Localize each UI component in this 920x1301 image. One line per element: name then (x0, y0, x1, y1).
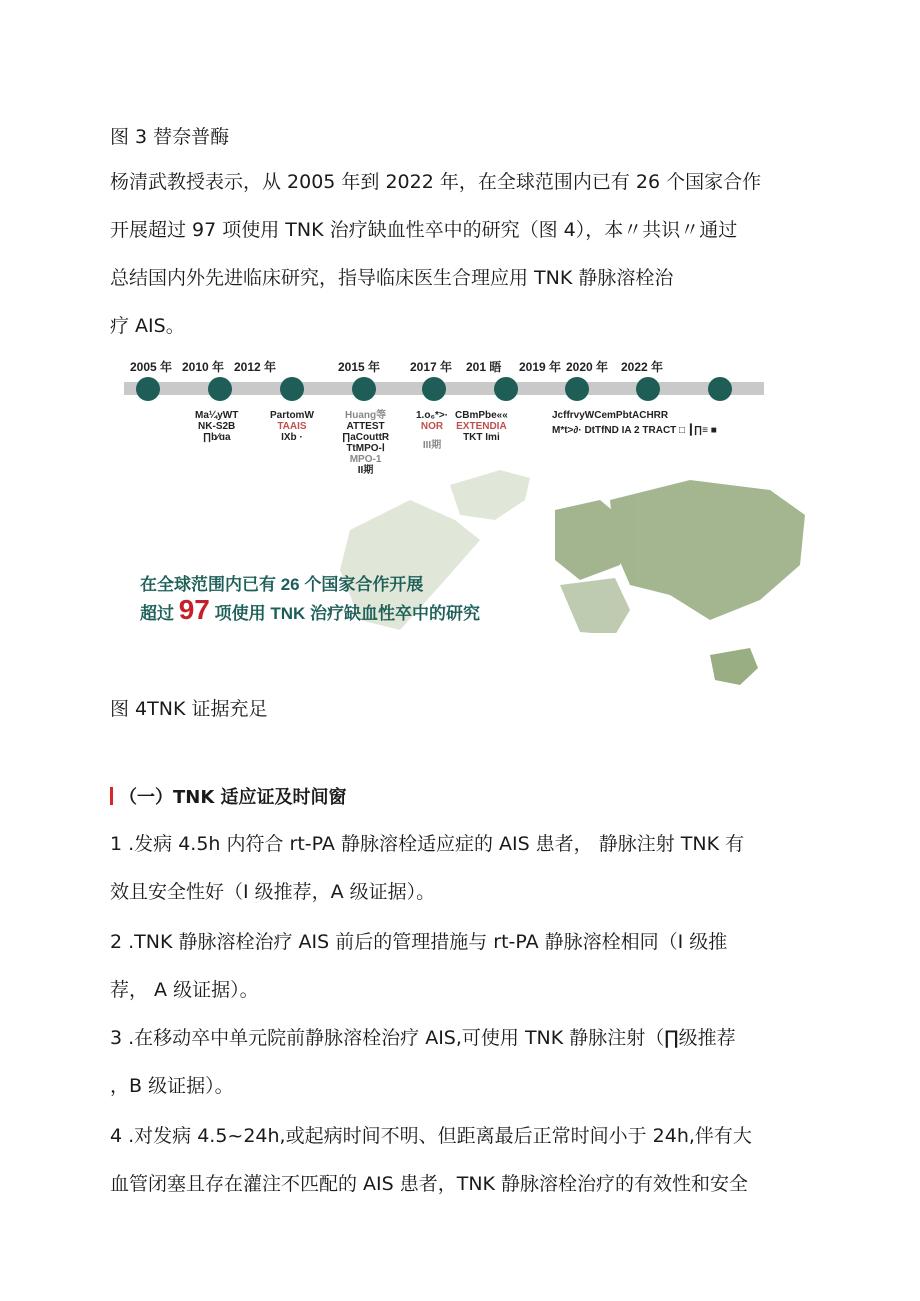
timeline-dot (708, 377, 732, 401)
trial-label: 1.o₆*>· NOR III期 (416, 410, 449, 451)
timeline-dot (565, 377, 589, 401)
trial-label: PartomW TAAIS IXb · (270, 410, 314, 443)
timeline-dot (494, 377, 518, 401)
study-count: 97 (178, 594, 210, 625)
timeline-year: 2005 年 (130, 360, 173, 374)
figure-headline: 超过 97 项使用 TNK 治疗缺血性卒中的研究 (140, 594, 481, 625)
timeline-dot (208, 377, 232, 401)
recommendation-line: ，B 级证据）。 (110, 1075, 234, 1097)
fig4-caption: 图 4TNK 证据充足 (110, 698, 268, 720)
intro-line: 总结国内外先进临床研究，指导临床医生合理应用 TNK 静脉溶栓治 (110, 267, 674, 289)
recommendation-line: 血管闭塞且存在灌注不匹配的 AIS 患者，TNK 静脉溶栓治疗的有效性和安全 (110, 1173, 749, 1195)
timeline-dot (422, 377, 446, 401)
recommendation-line: 3 .在移动卒中单元院前静脉溶栓治疗 AIS,可使用 TNK 静脉注射（∏级推荐 (110, 1027, 736, 1049)
timeline-year: 2020 年 (566, 360, 609, 374)
intro-line: 开展超过 97 项使用 TNK 治疗缺血性卒中的研究（图 4），本〃共识〃通过 (110, 219, 738, 241)
timeline-year: 2017 年 (410, 360, 453, 374)
trial-label: JcffrvyWCemPbtACHRR M*t>∂· DtTfND IA 2 TRACT □ ┃∏≡ ■ (552, 410, 717, 436)
trial-label: Ma¼yWT NK-S2B ∏b⁄ɑa (195, 410, 239, 443)
timeline-year: 2015 年 (338, 360, 381, 374)
map-asia (610, 480, 805, 620)
timeline-dot (136, 377, 160, 401)
intro-line: 疗 AIS。 (110, 315, 185, 337)
trial-label: CBmPbe«« EXTENDIA TKT Imi (455, 410, 508, 443)
recommendation-line: 效且安全性好（I 级推荐，A 级证据）。 (110, 881, 436, 903)
timeline-year: 2010 年 (182, 360, 225, 374)
map-africa (560, 578, 630, 635)
timeline-year: 201 晤 (466, 360, 502, 374)
timeline-dot (280, 377, 304, 401)
section-heading: （一）TNK 适应证及时间窗 (110, 783, 347, 809)
tnk-timeline-figure (110, 350, 810, 690)
world-map (110, 350, 810, 690)
trial-label: Huang等 ATTEST ∏aCouttR TtMPO-Ⅰ MPO-1 II期 (342, 410, 390, 476)
map-greenland (450, 470, 530, 520)
figure-headline: 在全球范围内已有 26 个国家合作开展 (140, 575, 424, 594)
recommendation-line: 1 .发病 4.5h 内符合 rt-PA 静脉溶栓适应症的 AIS 患者， 静脉注射 TNK 有 (110, 833, 745, 855)
intro-line: 杨清武教授表示，从 2005 年到 2022 年，在全球范围内已有 26 个国家合作 (110, 171, 762, 193)
timeline-dot (352, 377, 376, 401)
timeline-dot (636, 377, 660, 401)
timeline-year: 2019 年 (519, 360, 562, 374)
timeline-year: 2022 年 (621, 360, 664, 374)
recommendation-line: 荐， A 级证据）。 (110, 979, 259, 1001)
recommendation-line: 2 .TNK 静脉溶栓治疗 AIS 前后的管理措施与 rt-PA 静脉溶栓相同（I 级推 (110, 931, 728, 953)
fig3-caption: 图 3 替奈普酶 (110, 126, 230, 148)
timeline-year: 2012 年 (234, 360, 277, 374)
section-marker (110, 787, 113, 805)
recommendation-line: 4 .对发病 4.5~24h,或起病时间不明、但距离最后正常时间小于 24h,伴有大 (110, 1125, 752, 1147)
